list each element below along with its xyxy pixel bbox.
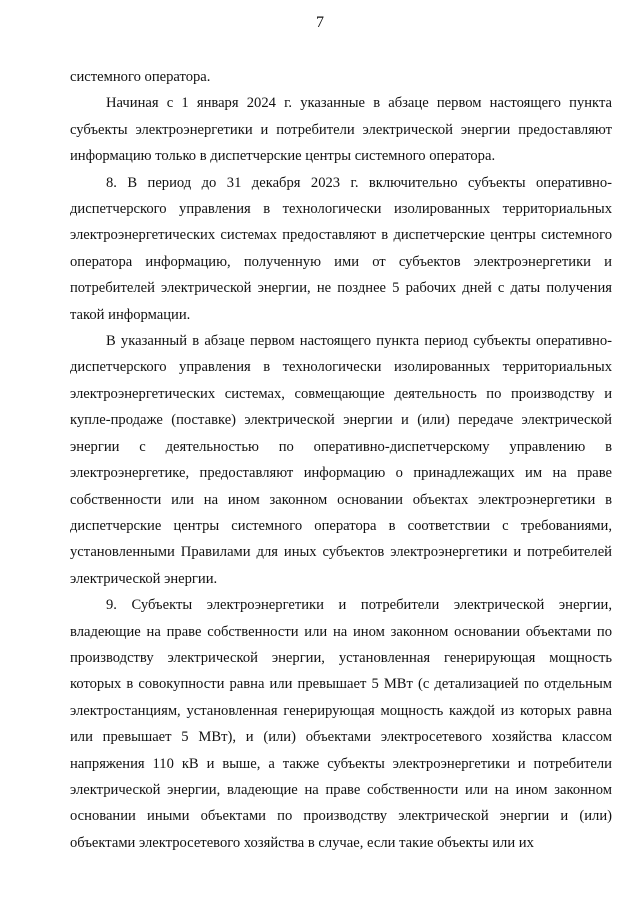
paragraph-item-9: 9. Субъекты электроэнергетики и потребители электрической энергии, владеющие на праве собственности или на ином законном основании объектами по производству электрической энергии, установленная генерирующая мощность которых в совокупности равна или превышает 5 МВт (с детализацией по отдельным электростанциям, установленная генерирующая мощность каждой из которых равна или превышает 5 МВт), и (или) объектами электросетевого хозяйства классом напряжения 110 кВ и выше, а также субъекты электроэнергетики и потребители электрической энергии, владеющие на праве собственности или на ином законном основании иными объектами по производству электрической энергии и (или) объектами электросетевого хозяйства в случае, если такие объекты или их (70, 597, 612, 851)
paragraph-continuation: системного оператора. (70, 69, 211, 85)
paragraph-item-8: 8. В период до 31 декабря 2023 г. включительно субъекты оперативно-диспетчерского управления в технологически изолированных территориальных электроэнергетических системах предоставляют в диспетчерские центры системного оператора информацию, полученную ими от субъектов электроэнергетики и потребителей электрической энергии, не позднее 5 рабочих дней с даты получения такой информации. (70, 174, 612, 323)
document-body (70, 64, 612, 856)
page-number: 7 (316, 14, 324, 31)
paragraph-january-2024: Начиная с 1 января 2024 г. указанные в абзаце первом настоящего пункта субъекты электроэнергетики и потребители электрической энергии предоставляют информацию только в диспетчерские центры системного оператора. (70, 95, 612, 165)
paragraph-item-8-second: В указанный в абзаце первом настоящего пункта период субъекты оперативно-диспетчерского управления в технологически изолированных территориальных электроэнергетических системах, совмещающие деятельность по производству и купле-продаже (поставке) электрической энергии и (или) передаче электрической энергии с деятельностью по оперативно-диспетчерскому управлению в электроэнергетике, предоставляют информацию о принадлежащих им на праве собственности или на ином законном основании объектах электроэнергетики в диспетчерские центры системного оператора в соответствии с требованиями, установленными Правилами для иных субъектов электроэнергетики и потребителей электрической энергии. (70, 333, 612, 587)
